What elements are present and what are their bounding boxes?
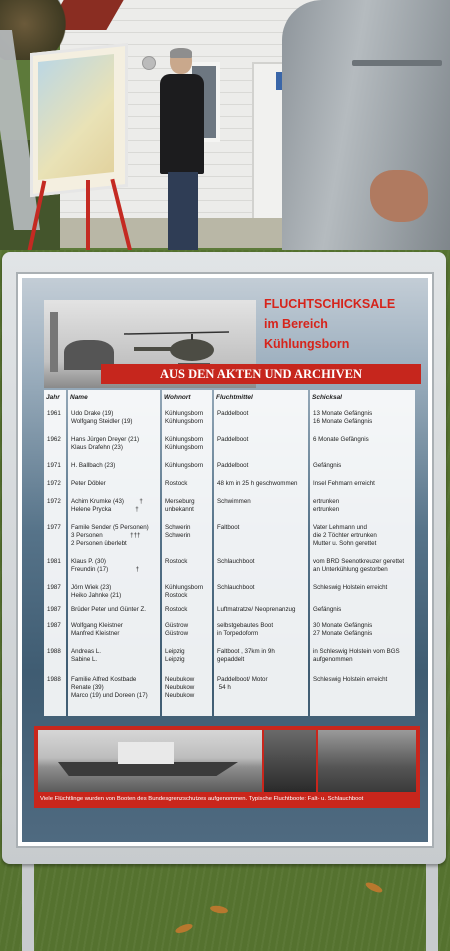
cell-schicksal: Schleswig Holstein erreicht [313, 676, 388, 683]
folding-boat-photo [264, 730, 316, 792]
cell-schicksal: Insel Fehmarn erreicht [313, 480, 375, 487]
cell-wohnort: Kühlungsborn Rostock [165, 584, 204, 599]
cell-jahr: 1988 [47, 648, 61, 655]
cell-schicksal: ertrunken ertrunken [313, 498, 340, 513]
cell-fluchtmittel: Faltboot [217, 524, 240, 531]
sign-frame [2, 252, 446, 864]
map-easel [0, 30, 140, 250]
cell-fluchtmittel: Paddelboot [217, 462, 249, 469]
sign-post-right [426, 862, 438, 951]
cell-name: Brüder Peter und Günter Z. [71, 606, 146, 613]
history-poster [22, 278, 428, 842]
easel-leg [110, 179, 133, 258]
wall-lamp [142, 56, 156, 70]
easel-map [38, 54, 114, 180]
person-in-grey-coat [282, 0, 450, 260]
cell-wohnort: Rostock [165, 606, 188, 613]
patrol-boat-photo [38, 730, 262, 792]
banner: AUS DEN AKTEN UND ARCHIVEN [101, 364, 421, 384]
cell-schicksal: 6 Monate Gefängnis [313, 436, 369, 443]
cell-schicksal: Gefängnis [313, 606, 342, 613]
man-jacket [160, 74, 204, 174]
title-line-1: FLUCHTSCHICKSALE [264, 297, 396, 311]
cell-jahr: 1987 [47, 584, 61, 591]
header-fluchtmittel: Fluchtmittel [216, 394, 253, 401]
cell-name: H. Ballbach (23) [71, 462, 116, 469]
cell-jahr: 1981 [47, 558, 61, 565]
cell-wohnort: Rostock [165, 558, 188, 565]
hand [370, 170, 428, 222]
cell-name: Peter Döbler [71, 480, 106, 487]
easel-leg [86, 180, 90, 260]
cell-jahr: 1987 [47, 622, 61, 629]
cell-schicksal: Vater Lehmann und die 2 Töchter ertrunken Mutter u. Sohn gerettet [313, 524, 377, 547]
cell-fluchtmittel: Paddelboot [217, 436, 249, 443]
cell-fluchtmittel: Paddelboot/ Motor 54 h [217, 676, 268, 691]
coat-pocket [352, 60, 442, 66]
cell-name: Achim Krumke (43) † Helene Prycka † [71, 498, 143, 513]
escape-table [44, 390, 425, 716]
cell-name: Familie Alfred Kostbade Renate (39) Marco (19) und Doreen (17) [71, 676, 148, 699]
cell-wohnort: Leipzig Leipzig [165, 648, 185, 663]
header-wohnort: Wohnort [164, 394, 191, 401]
cell-wohnort: Güstrow Güstrow [165, 622, 189, 637]
cell-jahr: 1988 [47, 676, 61, 683]
watchtower [50, 312, 58, 372]
cell-jahr: 1971 [47, 462, 61, 469]
photo-caption: Viele Flüchtlinge wurden von Booten des Bundesgrenzschutzes aufgenommen. Typische Fluchtboote: Falt- u. Schlauchboot [40, 796, 364, 802]
cell-name: Jörn Wiek (23) Heiko Jahnke (21) [71, 584, 122, 599]
boat-photo-strip [34, 726, 420, 808]
cell-jahr: 1972 [47, 498, 61, 505]
cell-name: Klaus P. (30) Freundin (17) † [71, 558, 140, 573]
cell-wohnort: Kühlungsborn Kühlungsborn [165, 410, 204, 425]
cell-name: Udo Drake (19) Wolfgang Steidler (19) [71, 410, 133, 425]
cell-fluchtmittel: Paddelboot [217, 410, 249, 417]
cell-schicksal: vom BRD Seenotkreuzer gerettet an Unterkühlung gestorben [313, 558, 405, 573]
cell-schicksal: in Schleswig Holstein vom BGS aufgenommen [313, 648, 400, 663]
header-jahr: Jahr [46, 394, 60, 401]
cell-name: Famile Sender (5 Personen) 3 Personen ††† 2 Personen überlebt [71, 524, 149, 547]
dinghy-photo [318, 730, 416, 792]
cell-fluchtmittel: selbstgebautes Boot in Torpedoform [217, 622, 274, 637]
title-line-3: Kühlungsborn [264, 337, 350, 351]
header-name: Name [70, 394, 88, 401]
cell-fluchtmittel: Faltboot , 37km in 9h gepaddelt [217, 648, 275, 663]
cell-name: Hans Jürgen Dreyer (21) Klaus Drafehn (23) [71, 436, 140, 451]
cell-wohnort: Merseburg unbekannt [165, 498, 195, 513]
header-schicksal: Schicksal [312, 394, 342, 401]
cell-fluchtmittel: Schlauchboot [217, 584, 255, 591]
cell-wohnort: Kühlungsborn [165, 462, 204, 469]
cell-wohnort: Kühlungsborn Kühlungsborn [165, 436, 204, 451]
man-jeans [168, 172, 198, 252]
cell-jahr: 1977 [47, 524, 61, 531]
cell-fluchtmittel: Luftmatratze/ Neoprenanzug [217, 606, 296, 613]
cell-jahr: 1962 [47, 436, 61, 443]
sign-glass [16, 272, 434, 848]
grey-coat [282, 0, 450, 250]
cell-schicksal: Schleswig Holstein erreicht [313, 584, 388, 591]
cell-name: Andreas L. Sabine L. [71, 648, 101, 663]
cell-wohnort: Schwerin Schwerin [165, 524, 191, 539]
cell-fluchtmittel: Schwimmen [217, 498, 251, 505]
boat-cabin [118, 742, 174, 764]
man-hair [170, 48, 192, 58]
cell-jahr: 1987 [47, 606, 61, 613]
cell-name: Wolfgang Kleistner Manfred Kleistner [71, 622, 123, 637]
cell-jahr: 1972 [47, 480, 61, 487]
boat-hull [58, 762, 238, 776]
cell-schicksal: Gefängnis [313, 462, 342, 469]
cell-jahr: 1961 [47, 410, 61, 417]
cell-schicksal: 13 Monate Gefängnis 16 Monate Gefängnis [313, 410, 373, 425]
cell-fluchtmittel: 48 km in 25 h geschwommen [217, 480, 298, 487]
title-line-2: im Bereich [264, 317, 328, 331]
cell-wohnort: Neubukow Neubukow Neubukow [165, 676, 195, 699]
man-in-black-jacket [160, 48, 206, 252]
cell-fluchtmittel: Schlauchboot [217, 558, 255, 565]
cell-schicksal: 30 Monate Gefängnis 27 Monate Gefängnis [313, 622, 373, 637]
cell-wohnort: Rostock [165, 480, 188, 487]
sign-post-left [22, 862, 34, 951]
